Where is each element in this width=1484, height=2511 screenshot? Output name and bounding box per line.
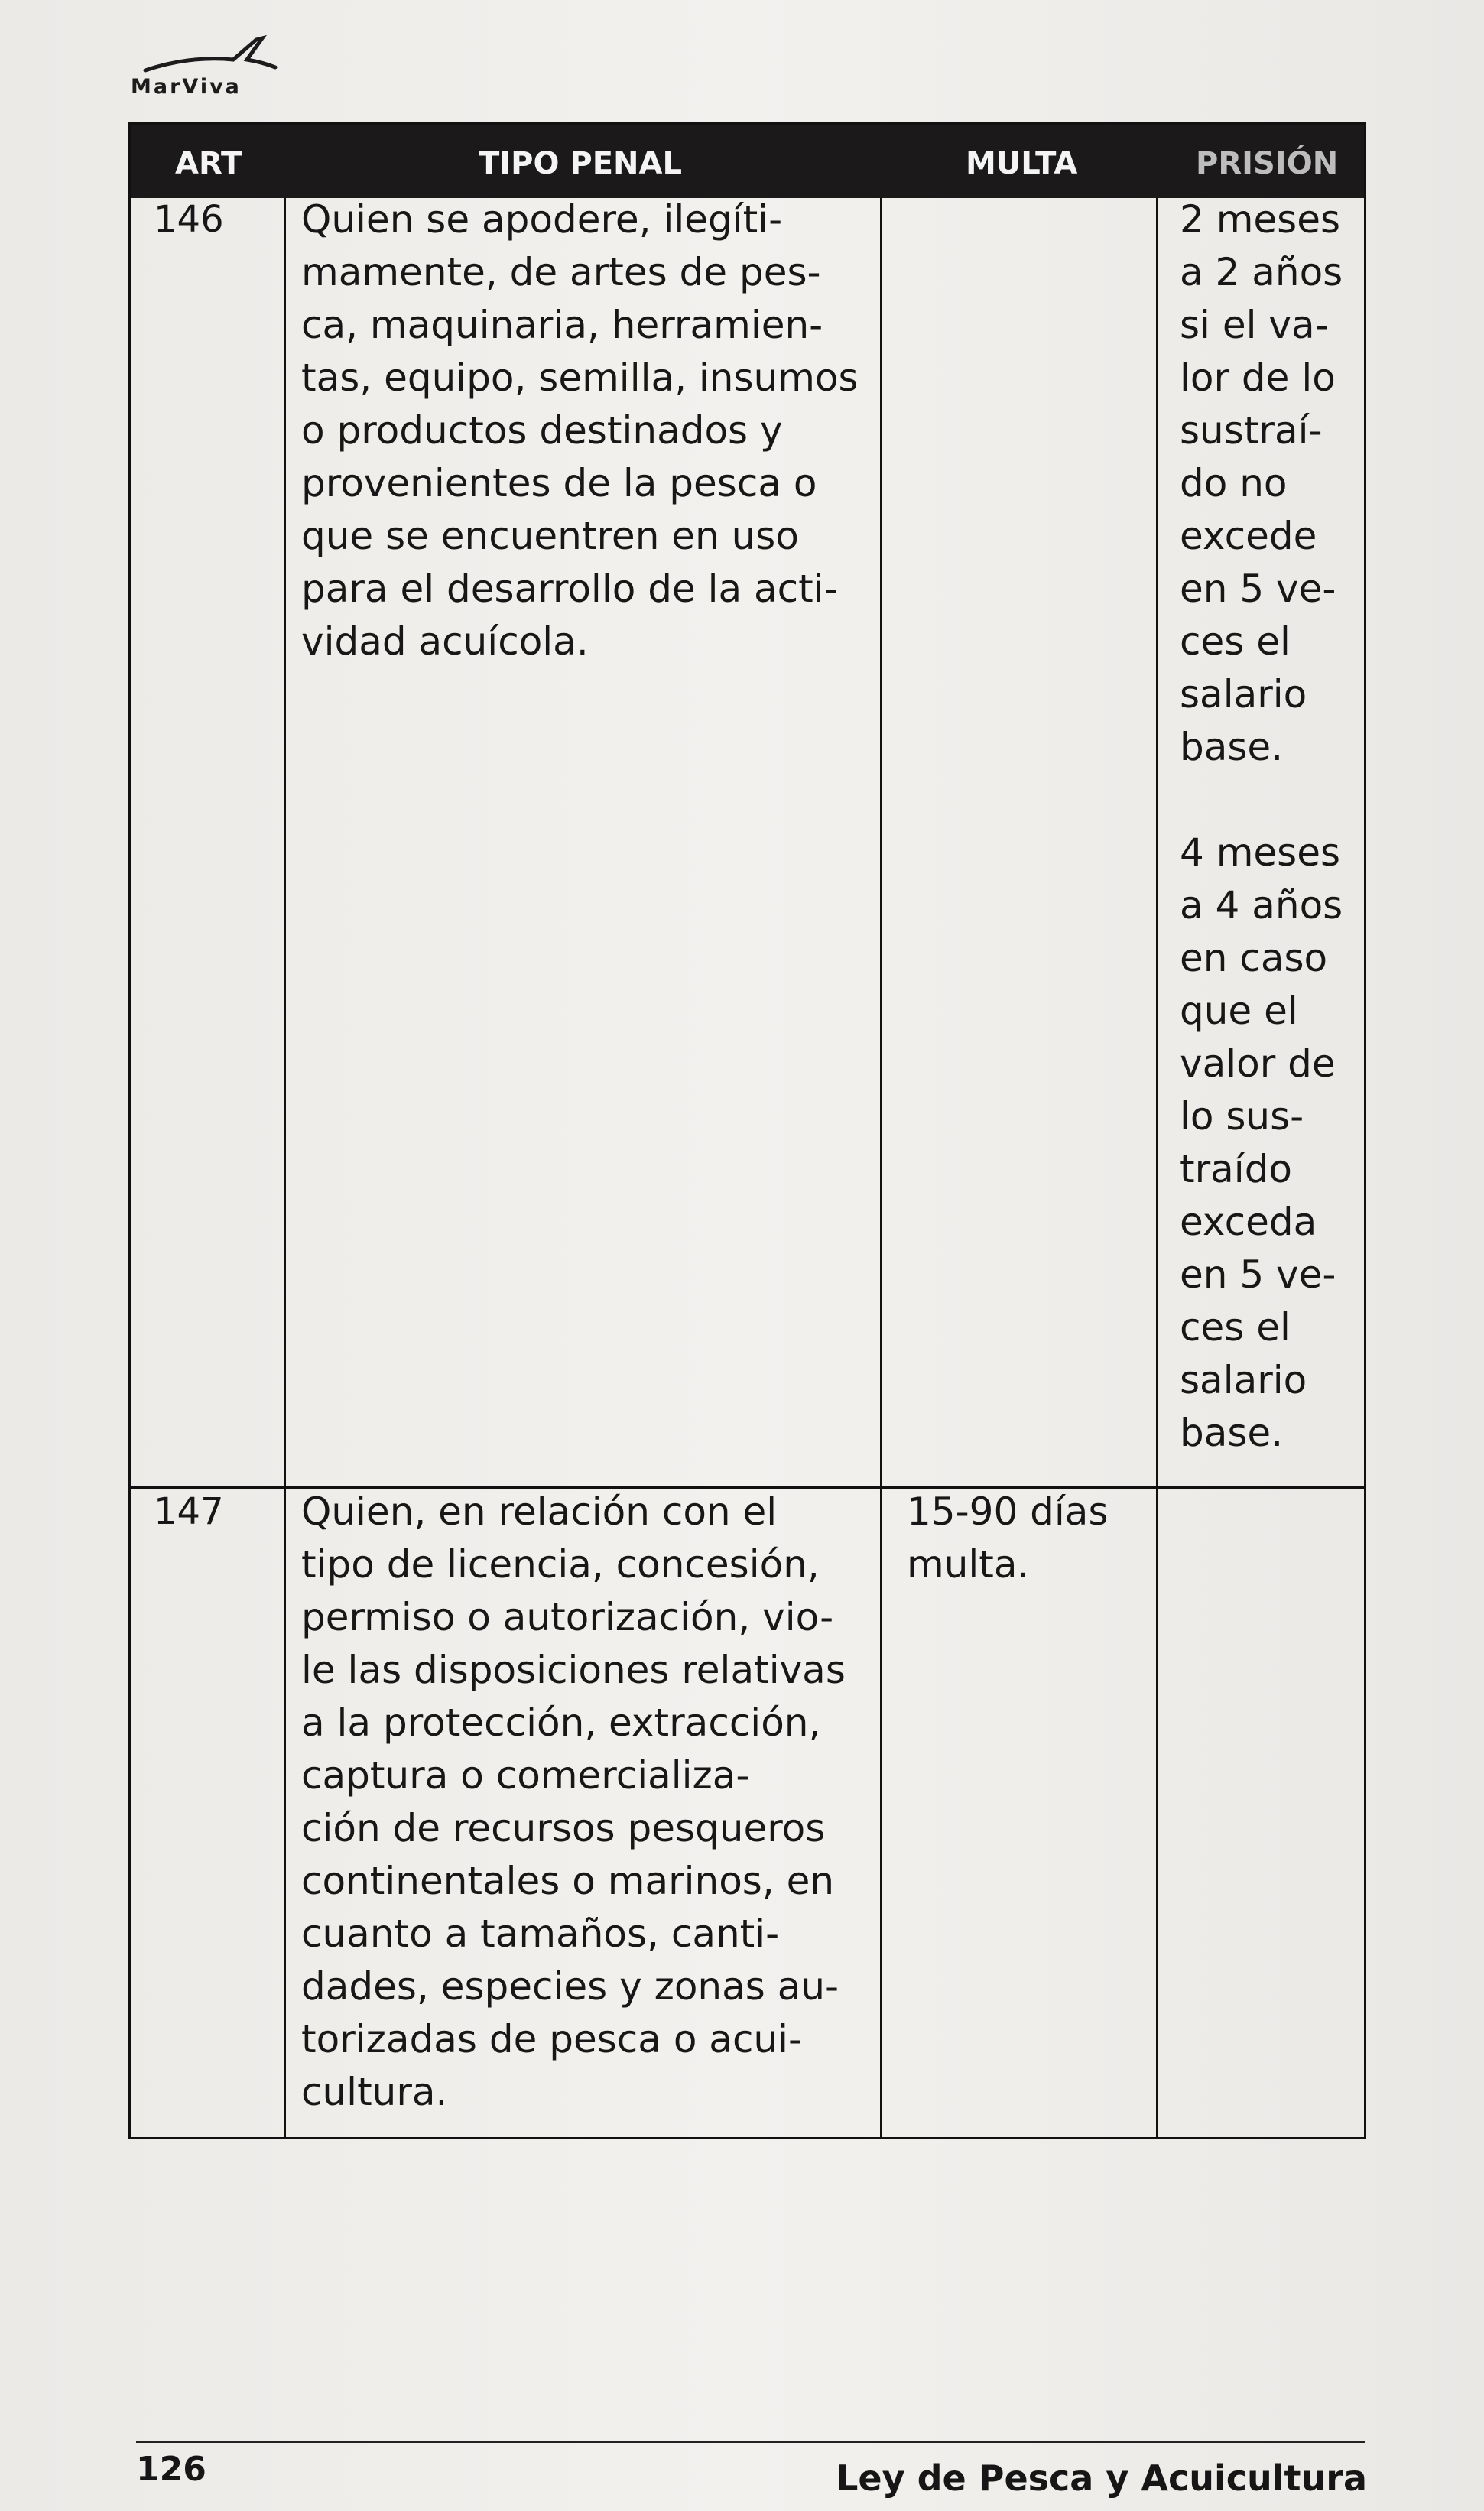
table-header xyxy=(131,125,1364,198)
marviva-wave-icon xyxy=(141,31,279,76)
row-147-tipo-penal: Quien, en relación con el tipo de licencia, concesión, permiso o autorización, vio- le las disposiciones relativas a la protección, extracción, captura o comercializa- ción de recursos pesqueros continentales o marinos, en cuanto a tamaños, canti- dades, especies y zonas au- torizadas de pesca o acui- cultura. xyxy=(301,1489,846,2114)
column-header-prision: PRISIÓN xyxy=(1196,146,1339,181)
column-divider xyxy=(880,198,882,2137)
marviva-logo xyxy=(126,31,310,99)
logo-text: MarViva xyxy=(131,75,242,99)
row-147-multa: 15-90 días multa. xyxy=(907,1489,1109,1587)
footer-title: Ley de Pesca y Acuicultura xyxy=(836,2457,1367,2499)
row-146-art: 146 xyxy=(154,198,224,241)
page-number: 126 xyxy=(136,2450,206,2489)
column-divider xyxy=(284,198,286,2137)
footer-rule xyxy=(136,2441,1365,2443)
row-146-tipo-penal: Quien se apodere, ilegíti- mamente, de artes de pes- ca, maquinaria, herramien- tas, equipo, semilla, insumos o productos destinados y provenientes de la pesca o que se encuentren en uso para el desarrollo de la acti- vidad acuícola. xyxy=(301,197,859,664)
column-header-tipo-penal: TIPO PENAL xyxy=(479,146,682,181)
row-147-art: 147 xyxy=(154,1490,224,1533)
column-header-multa: MULTA xyxy=(966,146,1078,181)
penal-table xyxy=(128,122,1366,2139)
column-divider xyxy=(1156,198,1158,2137)
row-146-prision: 2 meses a 2 años si el va- lor de lo sustraí- do no excede en 5 ve- ces el salario base. 4 meses a 4 años en caso que el valor de lo sus- traído exceda en 5 ve- ces el salario base. xyxy=(1180,197,1343,1455)
column-header-art: ART xyxy=(175,146,242,181)
